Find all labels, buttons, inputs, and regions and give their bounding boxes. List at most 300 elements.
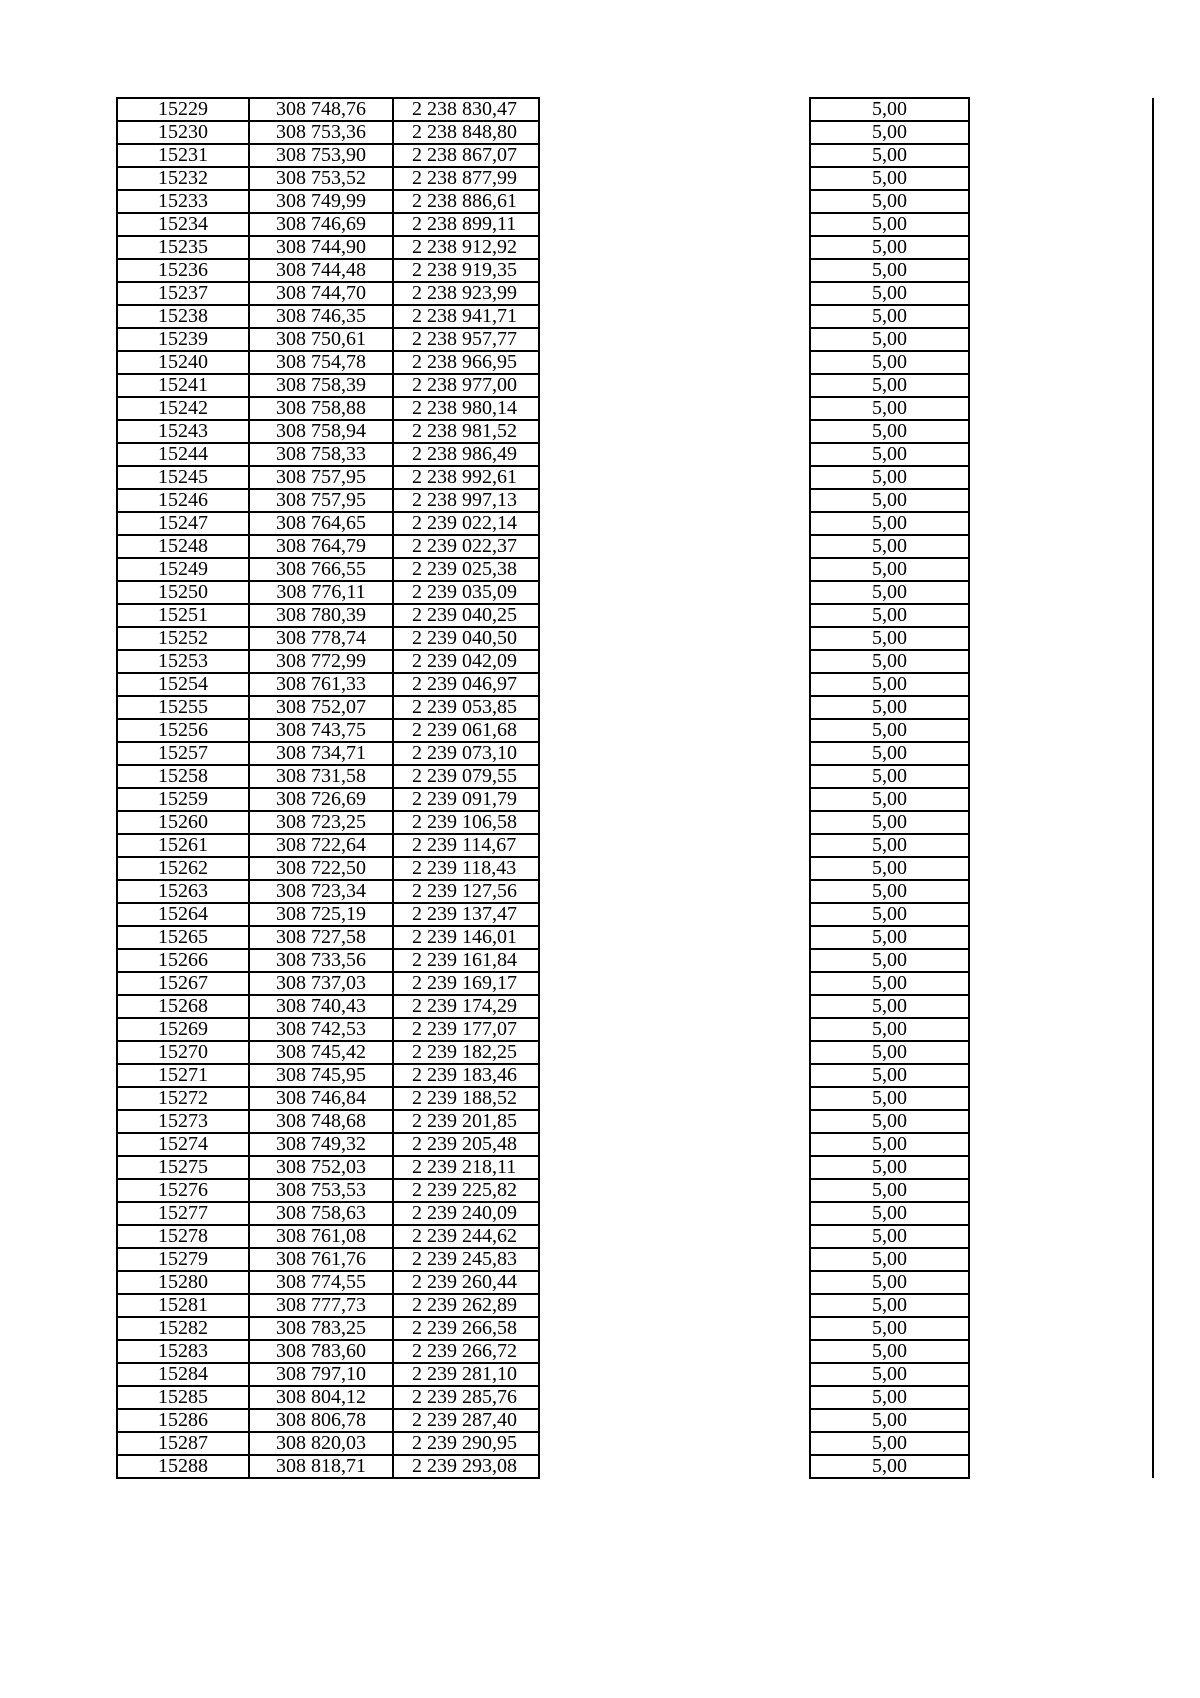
value-cell: 5,00 [810,1317,969,1340]
x-coordinate-cell: 308 742,53 [249,1018,393,1041]
empty-cell [969,1271,1153,1294]
x-coordinate-cell: 308 734,71 [249,742,393,765]
table-row [117,1294,1153,1317]
y-coordinate-cell: 2 239 188,52 [393,1087,539,1110]
point-number-cell: 15237 [117,282,249,305]
value-cell: 5,00 [810,213,969,236]
x-coordinate-cell: 308 753,53 [249,1179,393,1202]
value-cell: 5,00 [810,1409,969,1432]
y-coordinate-cell: 2 239 244,62 [393,1225,539,1248]
table-row [117,213,1153,236]
table-row [117,259,1153,282]
table-row [117,1018,1153,1041]
x-coordinate-cell: 308 746,84 [249,1087,393,1110]
empty-cell [539,650,810,673]
y-coordinate-cell: 2 239 146,01 [393,926,539,949]
empty-cell [969,259,1153,282]
y-coordinate-cell: 2 238 977,00 [393,374,539,397]
y-coordinate-cell: 2 239 046,97 [393,673,539,696]
point-number-cell: 15245 [117,466,249,489]
value-cell: 5,00 [810,742,969,765]
point-number-cell: 15240 [117,351,249,374]
y-coordinate-cell: 2 239 240,09 [393,1202,539,1225]
empty-cell [969,949,1153,972]
x-coordinate-cell: 308 761,33 [249,673,393,696]
empty-cell [969,282,1153,305]
point-number-cell: 15241 [117,374,249,397]
point-number-cell: 15256 [117,719,249,742]
empty-cell [539,1432,810,1455]
table-row [117,742,1153,765]
table-row [117,880,1153,903]
empty-cell [969,121,1153,144]
y-coordinate-cell: 2 238 997,13 [393,489,539,512]
value-cell: 5,00 [810,1202,969,1225]
empty-cell [969,1432,1153,1455]
point-number-cell: 15272 [117,1087,249,1110]
empty-cell [539,167,810,190]
empty-cell [969,1064,1153,1087]
x-coordinate-cell: 308 780,39 [249,604,393,627]
value-cell: 5,00 [810,259,969,282]
empty-cell [539,397,810,420]
value-cell: 5,00 [810,903,969,926]
table-row [117,1317,1153,1340]
x-coordinate-cell: 308 743,75 [249,719,393,742]
empty-cell [539,857,810,880]
empty-cell [969,627,1153,650]
empty-cell [969,581,1153,604]
empty-cell [969,1156,1153,1179]
point-number-cell: 15238 [117,305,249,328]
value-cell: 5,00 [810,1248,969,1271]
point-number-cell: 15287 [117,1432,249,1455]
table-row [117,1432,1153,1455]
x-coordinate-cell: 308 752,07 [249,696,393,719]
empty-cell [969,489,1153,512]
point-number-cell: 15258 [117,765,249,788]
empty-cell [969,443,1153,466]
y-coordinate-cell: 2 238 899,11 [393,213,539,236]
y-coordinate-cell: 2 239 225,82 [393,1179,539,1202]
empty-cell [539,949,810,972]
y-coordinate-cell: 2 238 848,80 [393,121,539,144]
point-number-cell: 15249 [117,558,249,581]
y-coordinate-cell: 2 238 912,92 [393,236,539,259]
value-cell: 5,00 [810,1294,969,1317]
y-coordinate-cell: 2 239 040,50 [393,627,539,650]
x-coordinate-cell: 308 806,78 [249,1409,393,1432]
value-cell: 5,00 [810,351,969,374]
table-row [117,604,1153,627]
empty-cell [969,811,1153,834]
x-coordinate-cell: 308 764,79 [249,535,393,558]
x-coordinate-cell: 308 783,60 [249,1340,393,1363]
value-cell: 5,00 [810,512,969,535]
x-coordinate-cell: 308 723,25 [249,811,393,834]
empty-cell [969,305,1153,328]
point-number-cell: 15285 [117,1386,249,1409]
x-coordinate-cell: 308 722,64 [249,834,393,857]
empty-cell [969,604,1153,627]
empty-cell [539,305,810,328]
table-row [117,305,1153,328]
table-row [117,1202,1153,1225]
table-row [117,1110,1153,1133]
empty-cell [969,1248,1153,1271]
y-coordinate-cell: 2 238 919,35 [393,259,539,282]
value-cell: 5,00 [810,1133,969,1156]
empty-cell [969,1087,1153,1110]
x-coordinate-cell: 308 764,65 [249,512,393,535]
empty-cell [539,259,810,282]
table-row [117,466,1153,489]
point-number-cell: 15269 [117,1018,249,1041]
x-coordinate-cell: 308 766,55 [249,558,393,581]
x-coordinate-cell: 308 722,50 [249,857,393,880]
y-coordinate-cell: 2 239 260,44 [393,1271,539,1294]
empty-cell [539,1271,810,1294]
empty-cell [539,765,810,788]
point-number-cell: 15277 [117,1202,249,1225]
x-coordinate-cell: 308 818,71 [249,1455,393,1478]
empty-cell [539,351,810,374]
table-row [117,719,1153,742]
y-coordinate-cell: 2 239 290,95 [393,1432,539,1455]
x-coordinate-cell: 308 778,74 [249,627,393,650]
y-coordinate-cell: 2 238 830,47 [393,98,539,121]
x-coordinate-cell: 308 774,55 [249,1271,393,1294]
point-number-cell: 15279 [117,1248,249,1271]
point-number-cell: 15257 [117,742,249,765]
y-coordinate-cell: 2 238 986,49 [393,443,539,466]
y-coordinate-cell: 2 239 025,38 [393,558,539,581]
y-coordinate-cell: 2 238 966,95 [393,351,539,374]
value-cell: 5,00 [810,627,969,650]
empty-cell [969,213,1153,236]
empty-cell [539,236,810,259]
empty-cell [539,811,810,834]
value-cell: 5,00 [810,1363,969,1386]
table-row [117,167,1153,190]
x-coordinate-cell: 308 752,03 [249,1156,393,1179]
point-number-cell: 15273 [117,1110,249,1133]
value-cell: 5,00 [810,1110,969,1133]
value-cell: 5,00 [810,397,969,420]
point-number-cell: 15278 [117,1225,249,1248]
x-coordinate-cell: 308 740,43 [249,995,393,1018]
table-row [117,144,1153,167]
x-coordinate-cell: 308 757,95 [249,466,393,489]
table-row [117,811,1153,834]
y-coordinate-cell: 2 239 035,09 [393,581,539,604]
point-number-cell: 15251 [117,604,249,627]
table-row [117,558,1153,581]
table-row [117,1363,1153,1386]
point-number-cell: 15230 [117,121,249,144]
value-cell: 5,00 [810,328,969,351]
empty-cell [539,1386,810,1409]
table-row [117,121,1153,144]
point-number-cell: 15276 [117,1179,249,1202]
x-coordinate-cell: 308 761,76 [249,1248,393,1271]
x-coordinate-cell: 308 753,90 [249,144,393,167]
x-coordinate-cell: 308 804,12 [249,1386,393,1409]
y-coordinate-cell: 2 239 218,11 [393,1156,539,1179]
x-coordinate-cell: 308 777,73 [249,1294,393,1317]
empty-cell [969,673,1153,696]
y-coordinate-cell: 2 238 957,77 [393,328,539,351]
empty-cell [539,903,810,926]
empty-cell [539,466,810,489]
value-cell: 5,00 [810,1271,969,1294]
value-cell: 5,00 [810,811,969,834]
empty-cell [539,627,810,650]
empty-cell [539,1455,810,1478]
point-number-cell: 15267 [117,972,249,995]
empty-cell [539,1087,810,1110]
y-coordinate-cell: 2 239 205,48 [393,1133,539,1156]
value-cell: 5,00 [810,558,969,581]
table-row [117,1271,1153,1294]
point-number-cell: 15259 [117,788,249,811]
x-coordinate-cell: 308 753,36 [249,121,393,144]
point-number-cell: 15260 [117,811,249,834]
point-number-cell: 15233 [117,190,249,213]
value-cell: 5,00 [810,466,969,489]
table-row [117,1386,1153,1409]
value-cell: 5,00 [810,604,969,627]
y-coordinate-cell: 2 239 091,79 [393,788,539,811]
table-row [117,98,1153,121]
empty-cell [539,1179,810,1202]
empty-cell [969,880,1153,903]
value-cell: 5,00 [810,144,969,167]
empty-cell [969,512,1153,535]
x-coordinate-cell: 308 797,10 [249,1363,393,1386]
value-cell: 5,00 [810,880,969,903]
y-coordinate-cell: 2 238 877,99 [393,167,539,190]
x-coordinate-cell: 308 758,39 [249,374,393,397]
y-coordinate-cell: 2 239 177,07 [393,1018,539,1041]
point-number-cell: 15266 [117,949,249,972]
x-coordinate-cell: 308 758,33 [249,443,393,466]
empty-cell [539,1294,810,1317]
empty-cell [969,1202,1153,1225]
empty-cell [969,1386,1153,1409]
empty-cell [969,1317,1153,1340]
point-number-cell: 15271 [117,1064,249,1087]
y-coordinate-cell: 2 239 262,89 [393,1294,539,1317]
value-cell: 5,00 [810,949,969,972]
table-row [117,351,1153,374]
x-coordinate-cell: 308 745,95 [249,1064,393,1087]
empty-cell [539,190,810,213]
y-coordinate-cell: 2 239 285,76 [393,1386,539,1409]
empty-cell [969,972,1153,995]
table-row [117,696,1153,719]
value-cell: 5,00 [810,489,969,512]
empty-cell [539,512,810,535]
empty-cell [969,1133,1153,1156]
value-cell: 5,00 [810,1156,969,1179]
empty-cell [539,719,810,742]
x-coordinate-cell: 308 733,56 [249,949,393,972]
point-number-cell: 15248 [117,535,249,558]
point-number-cell: 15262 [117,857,249,880]
y-coordinate-cell: 2 238 923,99 [393,282,539,305]
table-row [117,581,1153,604]
value-cell: 5,00 [810,1041,969,1064]
table-row [117,1225,1153,1248]
point-number-cell: 15246 [117,489,249,512]
empty-cell [969,351,1153,374]
x-coordinate-cell: 308 725,19 [249,903,393,926]
value-cell: 5,00 [810,650,969,673]
value-cell: 5,00 [810,282,969,305]
table-row [117,489,1153,512]
y-coordinate-cell: 2 239 073,10 [393,742,539,765]
value-cell: 5,00 [810,98,969,121]
table-row [117,1087,1153,1110]
value-cell: 5,00 [810,420,969,443]
empty-cell [539,489,810,512]
table-row [117,236,1153,259]
table-row [117,1409,1153,1432]
point-number-cell: 15275 [117,1156,249,1179]
table-row [117,512,1153,535]
empty-cell [969,1294,1153,1317]
empty-cell [539,420,810,443]
table-row [117,650,1153,673]
empty-cell [969,1340,1153,1363]
point-number-cell: 15236 [117,259,249,282]
table-row [117,788,1153,811]
empty-cell [539,1133,810,1156]
table-row [117,397,1153,420]
value-cell: 5,00 [810,1087,969,1110]
empty-cell [539,604,810,627]
empty-cell [969,1363,1153,1386]
table-row [117,1133,1153,1156]
point-number-cell: 15254 [117,673,249,696]
empty-cell [969,1409,1153,1432]
point-number-cell: 15252 [117,627,249,650]
empty-cell [969,1110,1153,1133]
x-coordinate-cell: 308 783,25 [249,1317,393,1340]
empty-cell [539,1041,810,1064]
value-cell: 5,00 [810,995,969,1018]
table-row [117,903,1153,926]
empty-cell [969,995,1153,1018]
empty-cell [969,190,1153,213]
y-coordinate-cell: 2 239 174,29 [393,995,539,1018]
empty-cell [539,144,810,167]
empty-cell [539,995,810,1018]
table-row [117,190,1153,213]
y-coordinate-cell: 2 239 061,68 [393,719,539,742]
empty-cell [539,1409,810,1432]
empty-cell [539,742,810,765]
point-number-cell: 15243 [117,420,249,443]
point-number-cell: 15255 [117,696,249,719]
empty-cell [539,1363,810,1386]
empty-cell [969,742,1153,765]
empty-cell [539,926,810,949]
empty-cell [539,1225,810,1248]
empty-cell [969,397,1153,420]
point-number-cell: 15244 [117,443,249,466]
value-cell: 5,00 [810,374,969,397]
point-number-cell: 15281 [117,1294,249,1317]
x-coordinate-cell: 308 723,34 [249,880,393,903]
y-coordinate-cell: 2 238 941,71 [393,305,539,328]
y-coordinate-cell: 2 239 182,25 [393,1041,539,1064]
point-number-cell: 15253 [117,650,249,673]
table-row [117,374,1153,397]
x-coordinate-cell: 308 748,68 [249,1110,393,1133]
y-coordinate-cell: 2 239 040,25 [393,604,539,627]
value-cell: 5,00 [810,972,969,995]
x-coordinate-cell: 308 750,61 [249,328,393,351]
y-coordinate-cell: 2 239 266,72 [393,1340,539,1363]
empty-cell [539,98,810,121]
point-number-cell: 15288 [117,1455,249,1478]
value-cell: 5,00 [810,1225,969,1248]
x-coordinate-cell: 308 727,58 [249,926,393,949]
table-row [117,420,1153,443]
value-cell: 5,00 [810,1455,969,1478]
empty-cell [969,167,1153,190]
y-coordinate-cell: 2 239 042,09 [393,650,539,673]
value-cell: 5,00 [810,1340,969,1363]
coordinates-table [116,97,1154,1479]
point-number-cell: 15229 [117,98,249,121]
y-coordinate-cell: 2 238 981,52 [393,420,539,443]
y-coordinate-cell: 2 239 127,56 [393,880,539,903]
x-coordinate-cell: 308 748,76 [249,98,393,121]
x-coordinate-cell: 308 820,03 [249,1432,393,1455]
empty-cell [969,765,1153,788]
empty-cell [969,1018,1153,1041]
empty-cell [539,558,810,581]
x-coordinate-cell: 308 776,11 [249,581,393,604]
value-cell: 5,00 [810,190,969,213]
empty-cell [969,144,1153,167]
y-coordinate-cell: 2 239 293,08 [393,1455,539,1478]
value-cell: 5,00 [810,236,969,259]
value-cell: 5,00 [810,121,969,144]
empty-cell [539,880,810,903]
empty-cell [539,213,810,236]
x-coordinate-cell: 308 753,52 [249,167,393,190]
y-coordinate-cell: 2 239 183,46 [393,1064,539,1087]
empty-cell [539,696,810,719]
point-number-cell: 15282 [117,1317,249,1340]
empty-cell [539,972,810,995]
empty-cell [969,236,1153,259]
empty-cell [539,1156,810,1179]
empty-cell [539,581,810,604]
y-coordinate-cell: 2 238 992,61 [393,466,539,489]
table-row [117,949,1153,972]
table-row [117,834,1153,857]
value-cell: 5,00 [810,443,969,466]
x-coordinate-cell: 308 749,99 [249,190,393,213]
y-coordinate-cell: 2 239 053,85 [393,696,539,719]
point-number-cell: 15270 [117,1041,249,1064]
table-row [117,1248,1153,1271]
